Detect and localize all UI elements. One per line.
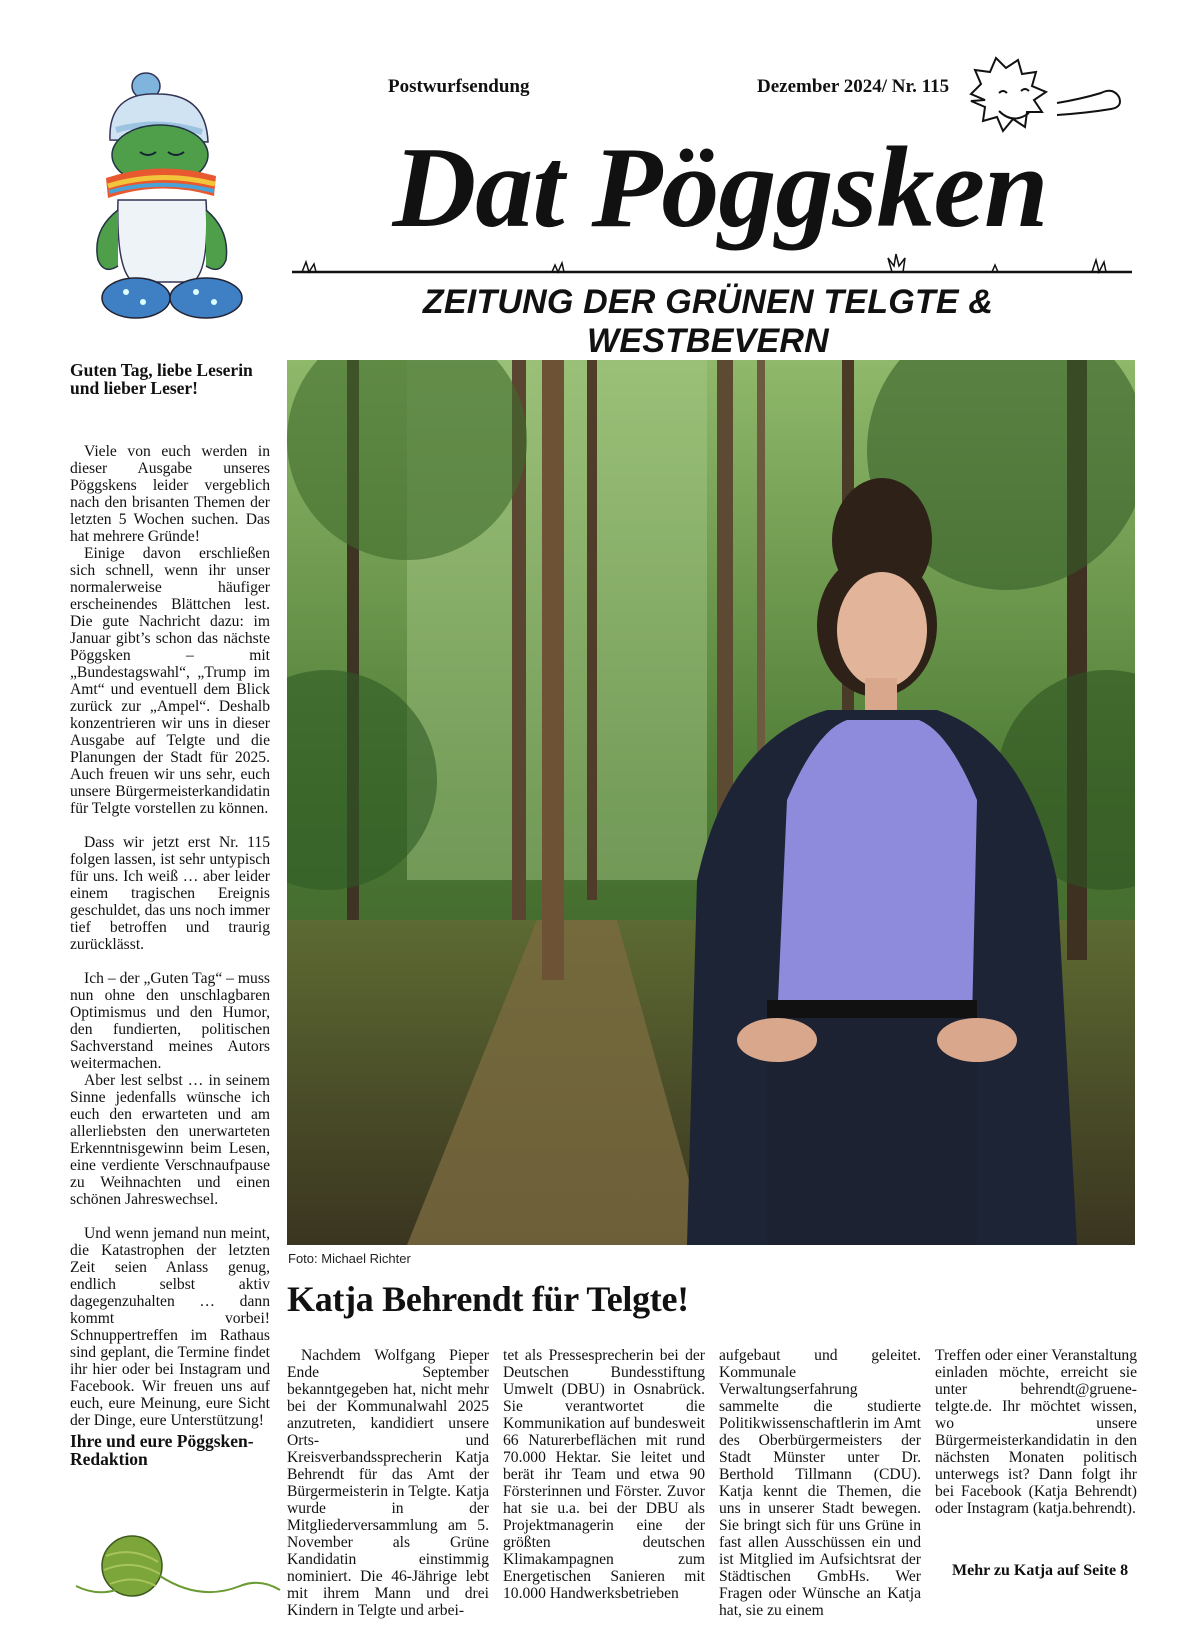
article-column bbox=[935, 1347, 1137, 1517]
masthead-title: Dat Pöggsken bbox=[392, 124, 1048, 252]
cover-photo-katja-forest bbox=[287, 360, 1135, 1245]
article-column-text: aufgebaut und geleitet. Kommunale Verwaltungserfahrung sammelte die studierte Politikwissenschaftlerin im Amt des Oberbürgermeisters der Stadt Münster unter Dr. Berthold Tillmann (CDU). Katja kennt die Themen, die uns in unserer Stadt bewegen. Sie bringt sich für uns Grüne in fast allen Ausschüssen ein und ist Mitglied im Aufsichtsrat der Städtischen GmbHs. Wer Fragen oder Wünsche an Katja hat, sie zu einem bbox=[719, 1347, 921, 1619]
issue-date: Dezember 2024/ Nr. 115 bbox=[757, 76, 950, 97]
delivery-note: Postwurfsendung bbox=[388, 76, 530, 97]
sidebar-paragraph: Dass wir jetzt erst Nr. 115 folgen lassen, ist sehr untypisch für uns. Ich weiß … aber leider einem tragischen Ereignis geschuldet, das uns noch immer tief betroffen und traurig zurücklässt. bbox=[70, 834, 270, 953]
sidebar-paragraph: Und wenn jemand nun meint, die Katastrophen der letzten Zeit seien Anlass genug, endlich selbst aktiv dagegenzuhalten … dann kommt vorbei! Schnuppertreffen im Rathaus sind geplant, die Termine findet ihr hier oder bei Instagram und Facebook. Wir freuen uns auf euch, eure Meinung, eure Sicht der Dinge, eure Unterstützung! bbox=[70, 1225, 270, 1429]
sidebar-greeting: Guten Tag, liebe Leserin und lieber Leser! bbox=[70, 360, 253, 398]
article-column bbox=[287, 1347, 489, 1619]
article-column-text: Treffen oder einer Veranstaltung einladen möchte, erreicht sie unter behrendt@gruene-telgte.de. Ihr möchtet wissen, wo unsere Bürgermeisterkandidatin in den nächsten Monaten politisch unterwegs ist? Dann folgt ihr bei Facebook (Katja Behrendt) oder Instagram (katja.behrendt). bbox=[935, 1347, 1137, 1517]
newspaper-subtitle: ZEITUNG DER GRÜNEN TELGTE & WESTBEVERN bbox=[422, 283, 994, 360]
editorial-sidebar bbox=[70, 361, 270, 1429]
sidebar-signoff: Ihre und eure Pöggsken-Redaktion bbox=[70, 1431, 254, 1469]
yarn-ball-illustration bbox=[74, 1530, 284, 1605]
frog-mascot-illustration bbox=[88, 70, 258, 330]
article-column-text: Nachdem Wolfgang Pieper Ende September bekanntgegeben hat, nicht mehr bei der Kommunalwahl 2025 anzutreten, kandidiert unsere Orts- und Kreisverbandssprecherin Katja Behrendt für das Amt der Bürgermeisterin in Telgte. Katja wurde in der Mitgliederversammlung am 5. November als Grüne Kandidatin einstimmig nominiert. Die 46-Jährige lebt mit ihrem Mann und drei Kindern in Telgte und arbei- bbox=[287, 1347, 489, 1619]
sidebar-paragraph: Viele von euch werden in dieser Ausgabe unseres Pöggskens leider vergeblich nach den brisanten Themen der letzten 5 Wochen suchen. Das hat mehrere Gründe! bbox=[70, 443, 270, 545]
continued-on-page-link[interactable]: Mehr zu Katja auf Seite 8 bbox=[952, 1562, 1129, 1579]
article-column-text: tet als Pressesprecherin bei der Deutschen Bundesstiftung Umwelt (DBU) in Osnabrück. Sie verantwortet die Kommunikation auf bundesweit 66 Naturerbeflächen mit rund 70.000 Hektar. Sie leitet und berät ihr Team und etwa 90 Försterinnen und Förster. Zuvor hat sie u.a. bei der DBU als Projektmanagerin eine der größten deutschen Klimakampagnen zum Energetischen Sanieren mit 10.000 Handwerksbetrieben bbox=[503, 1347, 705, 1602]
sidebar-paragraph: Ich – der „Guten Tag“ – muss nun ohne den unschlagbaren Optimismus und den Humor, den fundierten, politischen Sachverstand meines Autors weitermachen. bbox=[70, 970, 270, 1072]
grass-line-divider bbox=[292, 252, 1132, 278]
sidebar-paragraph: Einige davon erschließen sich schnell, wenn ihr unser normalerweise häufiger erscheinendes Blättchen lest. Die gute Nachricht dazu: im Januar gibt’s schon das nächste Pöggsken – mit „Bundestagswahl“, „Trump im Amt“ und eventuell dem Blick zurück zur „Ampel“. Deshalb konzentrieren wir uns in dieser Ausgabe auf Telgte und die Planungen der Stadt für 2025. Auch freuen wir uns sehr, euch unsere Bürgermeisterkandidatin für Telgte vorstellen zu können. bbox=[70, 545, 270, 817]
article-column bbox=[503, 1347, 705, 1602]
article-column bbox=[719, 1347, 921, 1619]
sidebar-paragraph: Aber lest selbst … in seinem Sinne jedenfalls wünsche ich euch den erwarteten und am allerliebsten den unerwarteten Erkenntnisgewinn beim Lesen, eine verdiente Verschnaufpause zu Weihnachten und einen schönen Jahreswechsel. bbox=[70, 1072, 270, 1208]
photo-credit: Foto: Michael Richter bbox=[288, 1251, 411, 1266]
article-headline: Katja Behrendt für Telgte! bbox=[287, 1279, 689, 1319]
